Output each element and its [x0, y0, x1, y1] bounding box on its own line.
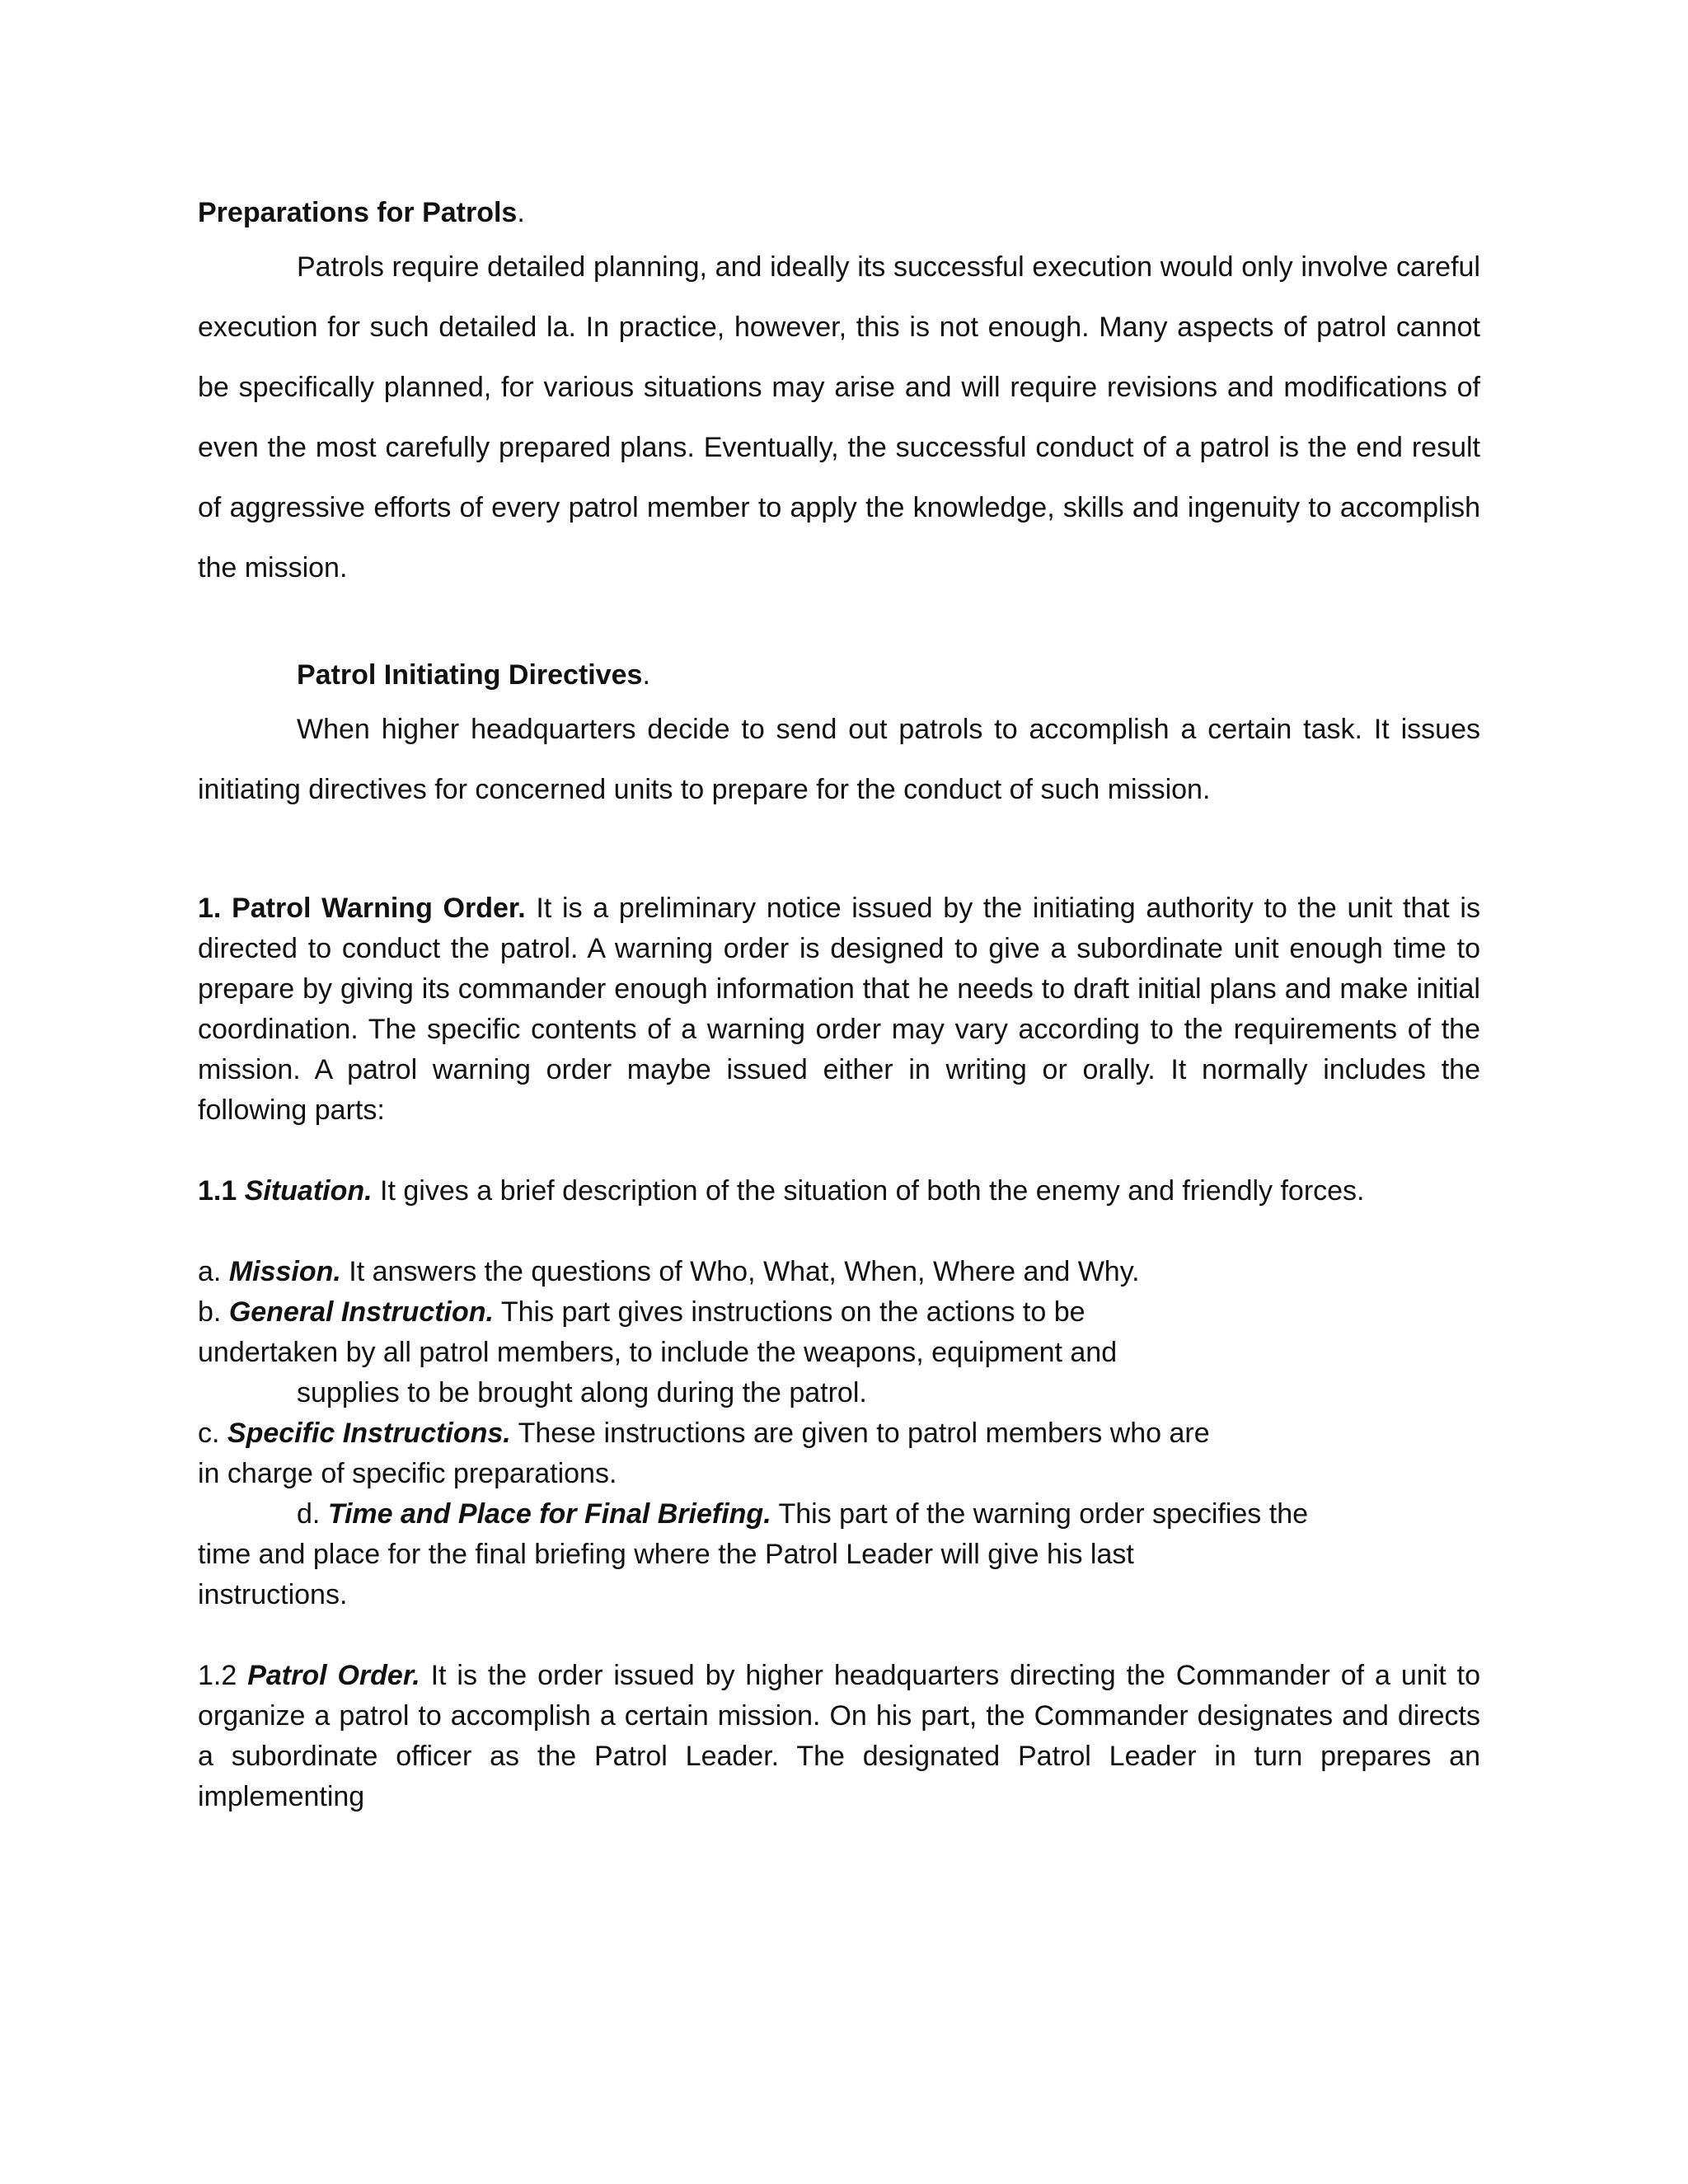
sub-text-line2: time and place for the final briefing where the Patrol Leader will give his last: [198, 1539, 1134, 1570]
sub-item-specific-instructions: [198, 1413, 1480, 1494]
sub-label: General Instruction.: [228, 1296, 494, 1328]
item-situation: [198, 1171, 1480, 1212]
spacer: [198, 820, 1480, 880]
item-text: It is a preliminary notice issued by the initiating authority to the unit that is directed to conduct the patrol. A warning order is designed to give a subordinate unit enough time to prepare by giving its commander enough information that he needs to draft initial plans and make initial coordination. The specific contents of a warning order may vary according to the requirements of the mission. A patrol warning order maybe issued either in writing or orally. It normally includes the following parts:: [198, 893, 1480, 1126]
sub-prefix: a.: [198, 1256, 229, 1287]
section-heading-initiating-directives: [297, 658, 1480, 691]
sub-prefix: d.: [297, 1498, 328, 1530]
heading-punct: .: [642, 659, 650, 691]
paragraph-initiating-directives: When higher headquarters decide to send out patrols to accomplish a certain task. It issues initiating directives for concerned units to prepare for the conduct of such mission.: [198, 714, 1480, 805]
heading-punct: .: [517, 197, 525, 228]
sub-prefix: c.: [198, 1418, 227, 1449]
sub-item-mission: [198, 1252, 1480, 1292]
sub-text: It answers the questions of Who, What, When, Where and Why.: [340, 1256, 1140, 1287]
sub-label: Mission.: [228, 1256, 341, 1287]
paragraph-preparations: Patrols require detailed planning, and ideally its successful execution would only involve careful execution for such detailed la. In practice, however, this is not enough. Many aspects of patrol cannot be specifically planned, for various situations may arise and will require revisions and modifications of even the most carefully prepared plans. Eventually, the successful conduct of a patrol is the end result of aggressive efforts of every patrol member to apply the knowledge, skills and ingenuity to accomplish the mission.: [198, 251, 1480, 583]
spacer: [198, 1615, 1480, 1656]
item-label: 1. Patrol Warning Order.: [198, 893, 526, 924]
spacer: [198, 1131, 1480, 1171]
heading-text: Patrol Initiating Directives: [297, 659, 643, 691]
item-text: It is the order issued by higher headquarters directing the Commander of a unit to organize a patrol to accomplish a certain mission. On his part, the Commander designates and directs a subordinate officer as the Patrol Leader. The designated Patrol Leader in turn prepares an implementing: [198, 1660, 1480, 1812]
heading-text: Preparations for Patrols: [198, 197, 518, 228]
sub-label: Specific Instructions.: [227, 1418, 511, 1449]
sub-text-line1: These instructions are given to patrol members who are: [510, 1418, 1210, 1449]
sub-item-final-briefing: [198, 1494, 1480, 1615]
sub-text-line3: instructions.: [198, 1579, 348, 1610]
item-patrol-warning-order: [198, 888, 1480, 1131]
document-body: [198, 196, 1480, 1817]
item-number: 1.2: [198, 1660, 248, 1691]
spacer: [198, 1212, 1480, 1252]
item-number: 1.1: [198, 1175, 245, 1207]
item-label: Patrol Order.: [247, 1660, 420, 1691]
sub-text-line1: This part of the warning order specifies the: [771, 1498, 1309, 1530]
sub-label: Time and Place for Final Briefing.: [327, 1498, 771, 1530]
sub-text-line2: in charge of specific preparations.: [198, 1458, 617, 1489]
sub-item-general-instruction: [198, 1292, 1480, 1413]
sub-text-line3: supplies to be brought along during the patrol.: [297, 1377, 867, 1408]
sub-text-line1: This part gives instructions on the actions to be: [494, 1296, 1085, 1328]
sub-text-line2: undertaken by all patrol members, to include the weapons, equipment and: [198, 1337, 1118, 1368]
item-label: Situation.: [244, 1175, 373, 1207]
spacer: [198, 598, 1480, 658]
item-patrol-order: [198, 1656, 1480, 1817]
section-heading-preparations: [198, 196, 1480, 229]
sub-prefix: b.: [198, 1296, 229, 1328]
item-text: It gives a brief description of the situation of both the enemy and friendly forces.: [372, 1175, 1365, 1207]
